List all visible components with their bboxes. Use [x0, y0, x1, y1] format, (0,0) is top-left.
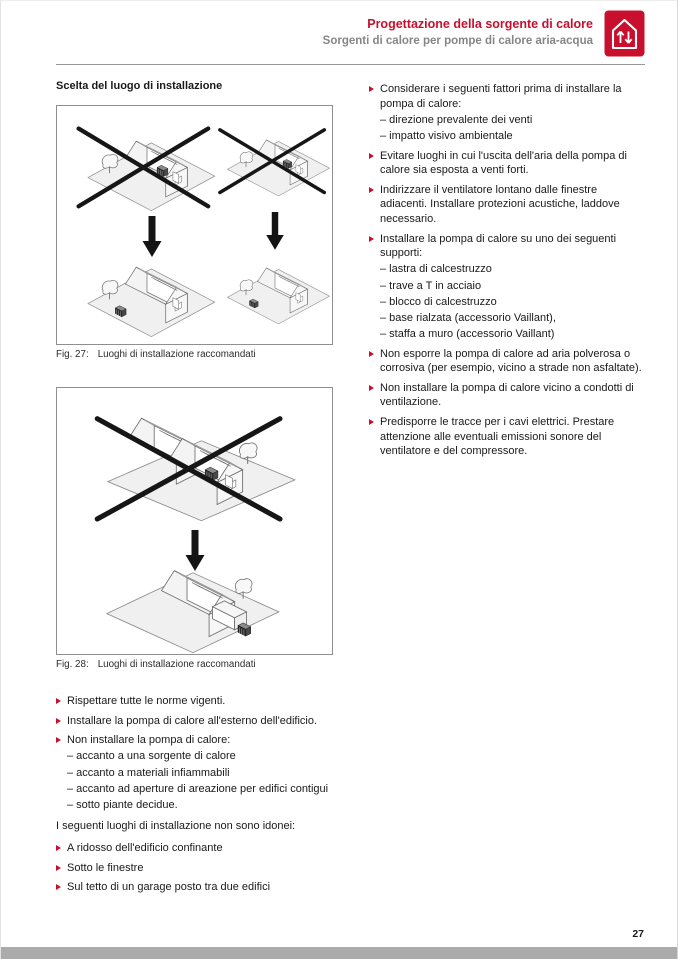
crossed-location-scene	[97, 418, 295, 520]
bullet-triangle-icon	[56, 718, 61, 724]
bullet-text: Sul tetto di un garage posto tra due edifici	[67, 881, 271, 894]
bullet-text: Non installare la pompa di calore vicino a condotti di ventilazione.	[380, 381, 634, 409]
bullet-body	[380, 232, 647, 342]
figure-28-caption	[56, 659, 333, 670]
bullet-item	[56, 694, 333, 709]
bullet-triangle-icon	[56, 845, 61, 851]
bullet-body	[67, 694, 333, 709]
bullet-text: Considerare i seguenti fattori prima di installare la pompa di calore:	[380, 83, 622, 110]
bullet-item	[369, 415, 647, 459]
bullet-item	[369, 82, 647, 144]
bullet-body	[67, 880, 333, 895]
bullet-triangle-icon	[56, 737, 61, 743]
vaillant-logo-icon	[604, 10, 645, 57]
bullet-item	[56, 861, 333, 876]
dash-sub-item: – impatto visivo ambientale	[380, 129, 513, 142]
dash-sub-item: – accanto a materiali infiammabili	[67, 766, 230, 779]
figure-27-illustration	[57, 106, 332, 344]
figure-caption-label: Fig. 28:	[56, 659, 89, 670]
bullet-triangle-icon	[56, 865, 61, 871]
bullet-triangle-icon	[56, 698, 61, 704]
bullet-triangle-icon	[369, 187, 374, 193]
crossed-location-scene	[79, 129, 215, 211]
bullet-triangle-icon	[369, 153, 374, 159]
bullet-item	[56, 733, 333, 812]
bullet-text: Indirizzare il ventilatore lontano dalle finestre adiacenti. Installare protezioni acustiche, laddove necessario.	[380, 183, 620, 225]
recommended-location-scene	[107, 571, 279, 653]
bullet-body	[67, 841, 333, 856]
dash-sub-item: – direzione prevalente dei venti	[380, 113, 533, 126]
section-title: Scelta del luogo di installazione	[56, 80, 223, 92]
left-bullet-list	[56, 694, 333, 895]
bullet-text: Non installare la pompa di calore:	[67, 734, 231, 747]
chapter-subtitle: Sorgenti di calore per pompe di calore aria-acqua	[322, 35, 593, 47]
bullet-body	[67, 733, 333, 812]
bullet-body	[67, 714, 333, 729]
dash-sub-item: – accanto ad aperture di areazione per edifici contigui	[67, 782, 329, 795]
recommended-location-scene	[227, 268, 329, 324]
right-column	[369, 82, 647, 464]
bullet-triangle-icon	[369, 419, 374, 425]
figure-28-illustration	[57, 388, 332, 654]
chapter-title: Progettazione della sorgente di calore	[367, 17, 593, 31]
page-header	[56, 10, 645, 57]
bullet-text: Rispettare tutte le norme vigenti.	[67, 695, 226, 707]
figure-28	[56, 387, 333, 655]
dash-sub-item: – sotto piante decidue.	[67, 798, 178, 811]
crossed-location-scene	[220, 130, 330, 196]
bullet-body	[380, 347, 647, 376]
bullet-triangle-icon	[369, 86, 374, 92]
bullet-body	[380, 183, 647, 227]
page-number: 27	[632, 928, 644, 940]
down-arrow-icon	[186, 530, 205, 571]
dash-sub-item: – blocco di calcestruzzo	[380, 295, 497, 308]
recommended-location-scene	[88, 267, 215, 336]
bullet-item	[369, 381, 647, 410]
right-bullet-list	[369, 82, 647, 459]
figure-caption-text: Luoghi di installazione raccomandati	[97, 349, 256, 360]
dash-sub-item: – base rialzata (accessorio Vaillant),	[380, 311, 556, 324]
bullet-item	[369, 347, 647, 376]
bullet-text: I seguenti luoghi di installazione non sono idonei:	[56, 820, 296, 833]
bullet-item	[369, 149, 647, 178]
bullet-item	[369, 183, 647, 227]
bullet-text: Non esporre la pompa di calore ad aria polverosa o corrosiva (per esempio, vicino a strade non asfaltate).	[380, 347, 642, 375]
bullet-body	[56, 819, 333, 834]
dash-sub-item: – lastra di calcestruzzo	[380, 263, 492, 276]
header-text-block	[323, 10, 593, 47]
bullet-body	[380, 82, 647, 144]
figure-27-caption	[56, 349, 333, 360]
bullet-triangle-icon	[56, 884, 61, 890]
bullet-triangle-icon	[369, 351, 374, 357]
dash-sub-item: – trave a T in acciaio	[380, 279, 482, 292]
bullet-body	[67, 861, 333, 876]
bullet-body	[380, 381, 647, 410]
scan-edge-bar	[1, 947, 677, 959]
header-divider	[56, 64, 645, 65]
bullet-triangle-icon	[369, 385, 374, 391]
dash-sub-item: – accanto a una sorgente di calore	[67, 750, 236, 763]
dash-sub-item: – staffa a muro (accessorio Vaillant)	[380, 327, 555, 340]
bullet-item	[369, 232, 647, 342]
list-paragraph	[56, 819, 333, 834]
bullet-triangle-icon	[369, 236, 374, 242]
figure-caption-text: Luoghi di installazione raccomandati	[97, 659, 256, 670]
bullet-body	[380, 415, 647, 459]
figure-27	[56, 105, 333, 345]
bullet-text: Evitare luoghi in cui l'uscita dell'aria della pompa di calore sia esposta a venti forti.	[380, 149, 627, 177]
bullet-text: Installare la pompa di calore all'esterno dell'edificio.	[67, 714, 318, 727]
bullet-text: Installare la pompa di calore su uno dei seguenti supporti:	[380, 232, 617, 260]
bullet-text: Predisporre le tracce per i cavi elettrici. Prestare attenzione alle eventuali emissioni sonore del ventilatore e del compressore.	[380, 416, 615, 458]
bullet-item	[56, 714, 333, 729]
bullet-body	[380, 149, 647, 178]
figure-caption-label: Fig. 27:	[56, 349, 89, 360]
bullet-text: A ridosso dell'edificio confinante	[67, 842, 223, 854]
bullet-item	[56, 841, 333, 856]
down-arrow-icon	[266, 212, 283, 250]
bullet-text: Sotto le finestre	[67, 861, 144, 874]
bullet-item	[56, 880, 333, 895]
left-column	[56, 80, 333, 900]
down-arrow-icon	[143, 216, 162, 257]
